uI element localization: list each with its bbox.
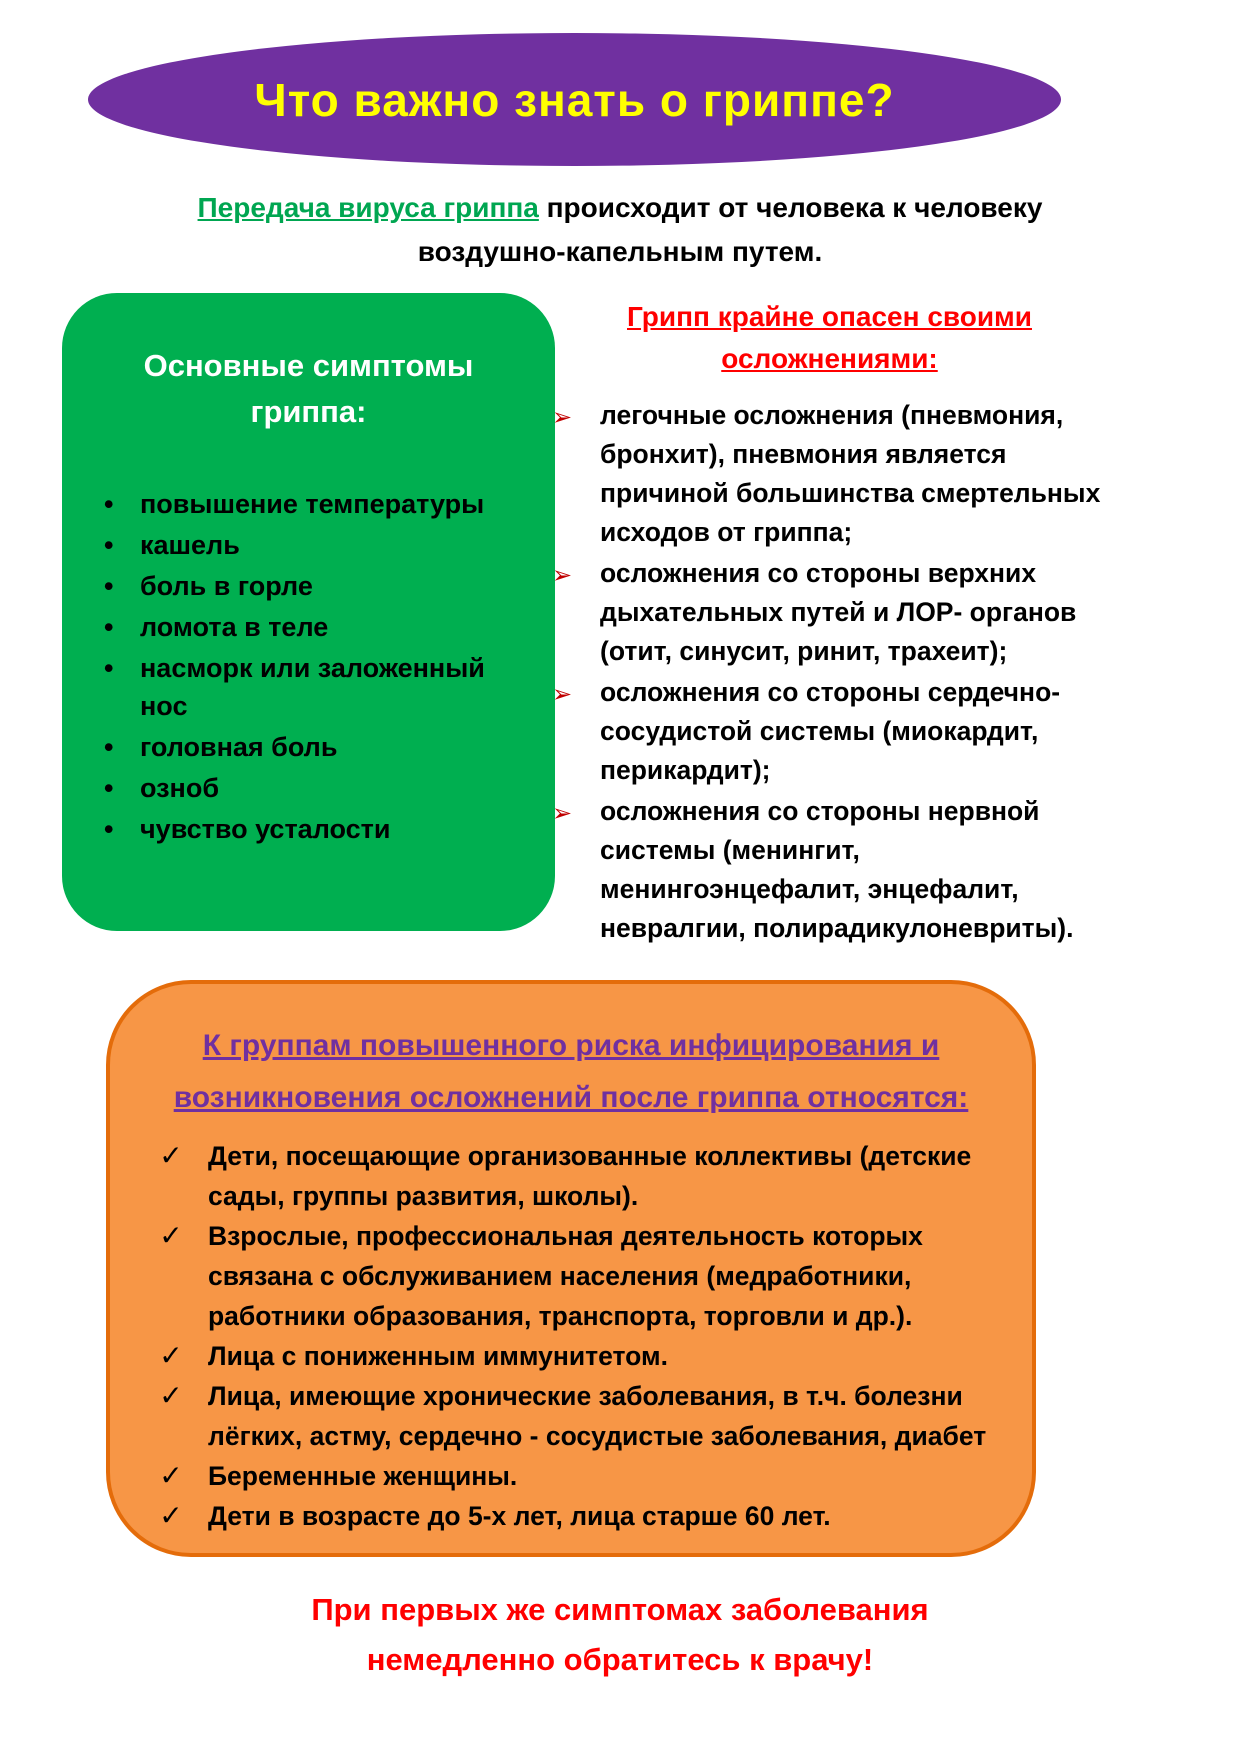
list-item [552, 792, 1107, 948]
bullet-icon: • [104, 653, 114, 683]
list-item [104, 810, 537, 848]
complication-text: осложнения со стороны верхних дыхательных путей и ЛОР- органов (отит, синусит, ринит, трахеит); [600, 558, 1077, 666]
checkmark-icon: ✓ [159, 1220, 183, 1251]
risk-group-text: Лица с пониженным иммунитетом. [208, 1341, 668, 1371]
symptom-text: озноб [140, 773, 220, 803]
list-item [104, 485, 537, 523]
risk-group-text: Дети, посещающие организованные коллективы (детские сады, группы развития, школы). [208, 1141, 972, 1211]
symptom-text: насморк или заложенный нос [140, 653, 485, 721]
bullet-icon: • [104, 814, 114, 844]
bullet-icon: • [104, 732, 114, 762]
list-item [152, 1216, 1004, 1336]
list-item [104, 526, 537, 564]
checkmark-icon: ✓ [159, 1500, 183, 1531]
bullet-icon: • [104, 489, 114, 519]
bullet-icon: • [104, 571, 114, 601]
list-item [552, 673, 1107, 790]
list-item [152, 1456, 1004, 1496]
symptom-text: чувство усталости [140, 814, 391, 844]
list-item [552, 554, 1107, 671]
arrowhead-icon: ➢ [552, 681, 573, 708]
risk-group-text: Лица, имеющие хронические заболевания, в т.ч. болезни лёгких, астму, сердечно - сосудистые заболевания, диабет [208, 1381, 987, 1451]
checkmark-icon: ✓ [159, 1140, 183, 1171]
bullet-icon: • [104, 773, 114, 803]
header-ellipse [88, 33, 1061, 166]
complication-text: легочные осложнения (пневмония, бронхит), пневмония является причиной большинства смертельных исходов от гриппа; [600, 400, 1101, 547]
footer-warning-line-2: немедленно обратитесь к врачу! [366, 1642, 874, 1677]
page-title: Что важно знать о гриппе? [254, 73, 895, 126]
risk-group-text: Взрослые, профессиональная деятельность которых связана с обслуживанием населения (медработники, работники образования, транспорта, торговли и др.). [208, 1221, 923, 1331]
symptoms-box [62, 293, 555, 931]
intro-paragraph [0, 186, 1240, 274]
list-item [152, 1496, 1004, 1536]
risk-group-text: Дети в возрасте до 5-х лет, лица старше 60 лет. [208, 1501, 831, 1531]
arrowhead-icon: ➢ [552, 562, 573, 589]
checkmark-icon: ✓ [159, 1460, 183, 1491]
bullet-icon: • [104, 530, 114, 560]
bullet-icon: • [104, 612, 114, 642]
symptoms-list [62, 485, 555, 848]
checkmark-icon: ✓ [159, 1340, 183, 1371]
symptom-text: кашель [140, 530, 240, 560]
complication-text: осложнения со стороны нервной системы (менингит, менингоэнцефалит, энцефалит, невралгии, полирадикулоневриты). [600, 796, 1074, 943]
risk-groups-box [106, 980, 1036, 1557]
list-item [104, 649, 537, 725]
intro-highlight-text: Передача вируса гриппа [197, 192, 539, 223]
risk-groups-heading: К группам повышенного риска инфицирования и возникновения осложнений после гриппа относятся: [173, 1029, 969, 1114]
symptom-text: повышение температуры [140, 489, 485, 519]
symptoms-heading: Основные симптомы гриппа: [143, 348, 474, 429]
intro-line-1 [0, 186, 1240, 230]
symptom-text: ломота в теле [140, 612, 329, 642]
arrowhead-icon: ➢ [552, 404, 573, 431]
risk-groups-list [110, 1136, 1032, 1536]
list-item [104, 567, 537, 605]
list-item [104, 608, 537, 646]
complication-text: осложнения со стороны сердечно-сосудистой системы (миокардит, перикардит); [600, 677, 1061, 785]
footer-warning-line-1: При первых же симптомах заболевания [311, 1592, 929, 1627]
footer-warning [0, 1585, 1240, 1685]
symptom-text: боль в горле [140, 571, 313, 601]
symptom-text: головная боль [140, 732, 338, 762]
intro-line-1-rest: происходит от человека к человеку [546, 192, 1043, 223]
list-item [104, 728, 537, 766]
checkmark-icon: ✓ [159, 1380, 183, 1411]
arrowhead-icon: ➢ [552, 800, 573, 827]
list-item [152, 1336, 1004, 1376]
intro-line-2: воздушно-капельным путем. [417, 236, 823, 267]
risk-group-text: Беременные женщины. [208, 1461, 518, 1491]
list-item [104, 769, 537, 807]
complications-section [552, 296, 1107, 950]
complications-heading: Грипп крайне опасен своими осложнениями: [627, 301, 1032, 374]
complications-list [552, 396, 1107, 948]
list-item [152, 1136, 1004, 1216]
list-item [152, 1376, 1004, 1456]
list-item [552, 396, 1107, 552]
